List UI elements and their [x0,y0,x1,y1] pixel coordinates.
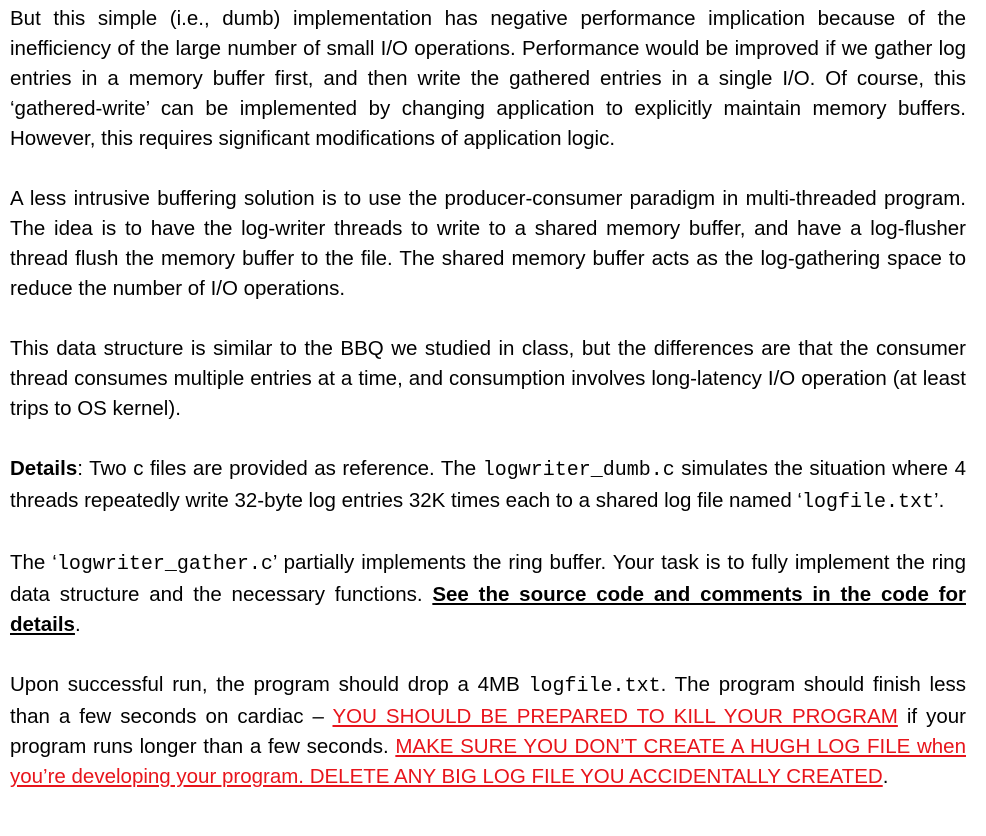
run-text-1: Upon successful run, the program should drop a 4MB [10,673,529,696]
gather-text-3: . [74,613,81,636]
code-logwriter-gather: logwriter_gather.c [56,553,273,576]
paragraph-producer-consumer: A less intrusive buffering solution is to use the producer-consumer paradigm in multi-threaded program. The idea is to have the log-writer threads to write to a shared memory buffer, and have a log-flusher thread flush the memory buffer to the file. The shared memory buffer acts as the log-gathering space to reduce the number of I/O operations. [10,187,966,300]
paragraph-details [10,454,966,518]
warning-kill-program: YOU SHOULD BE PREPARED TO KILL YOUR PROGRAM [332,705,898,728]
details-text-2: simulates the situation where 4 threads repeatedly write 32-byte log entries 32K times each to a shared log file named ‘ [10,457,966,512]
paragraph-bbq-comparison: This data structure is similar to the BBQ we studied in class, but the differences are that the consumer thread consumes multiple entries at a time, and consumption involves long-latency I/O operation (at least trips to OS kernel). [10,337,966,420]
paragraph-dumb-implementation: But this simple (i.e., dumb) implementation has negative performance implication because of the inefficiency of the large number of small I/O operations. Performance would be improved if we gather log entries in a memory buffer first, and then write the gathered entries in a single I/O. Of course, this ‘gathered-write’ can be implemented by changing application to explicitly maintain memory buffers. However, this requires significant modifications of application logic. [10,7,966,150]
gather-text-2: ’ partially implements the ring buffer. Your task is to fully implement the ring data structure and the necessary functions. [10,551,966,606]
run-text-2: . The program should finish less than a few seconds on cardiac – [10,673,966,728]
code-logfile-output: logfile.txt [528,675,661,698]
code-logfile-name: logfile.txt [801,491,935,514]
gather-text-1: The ‘ [10,551,57,574]
paragraph-successful-run [10,670,966,792]
run-text-3: if your program runs longer than a few seconds. [10,705,967,758]
details-label: Details [10,457,78,480]
code-logwriter-dumb: logwriter_dumb.c [482,459,675,482]
paragraph-gather-task [10,548,966,640]
details-text-1: : Two c files are provided as reference. The [77,457,483,480]
details-text-3: ’. [934,489,945,512]
run-text-4: . [882,765,889,788]
document-page [10,4,966,822]
warning-log-file-size: MAKE SURE YOU DON’T CREATE A HUGH LOG FILE when you’re developing your program. DELETE ANY BIG LOG FILE YOU ACCIDENTALLY CREATED [10,735,966,788]
source-code-details-link[interactable]: See the source code and comments in the code for details [10,583,966,636]
